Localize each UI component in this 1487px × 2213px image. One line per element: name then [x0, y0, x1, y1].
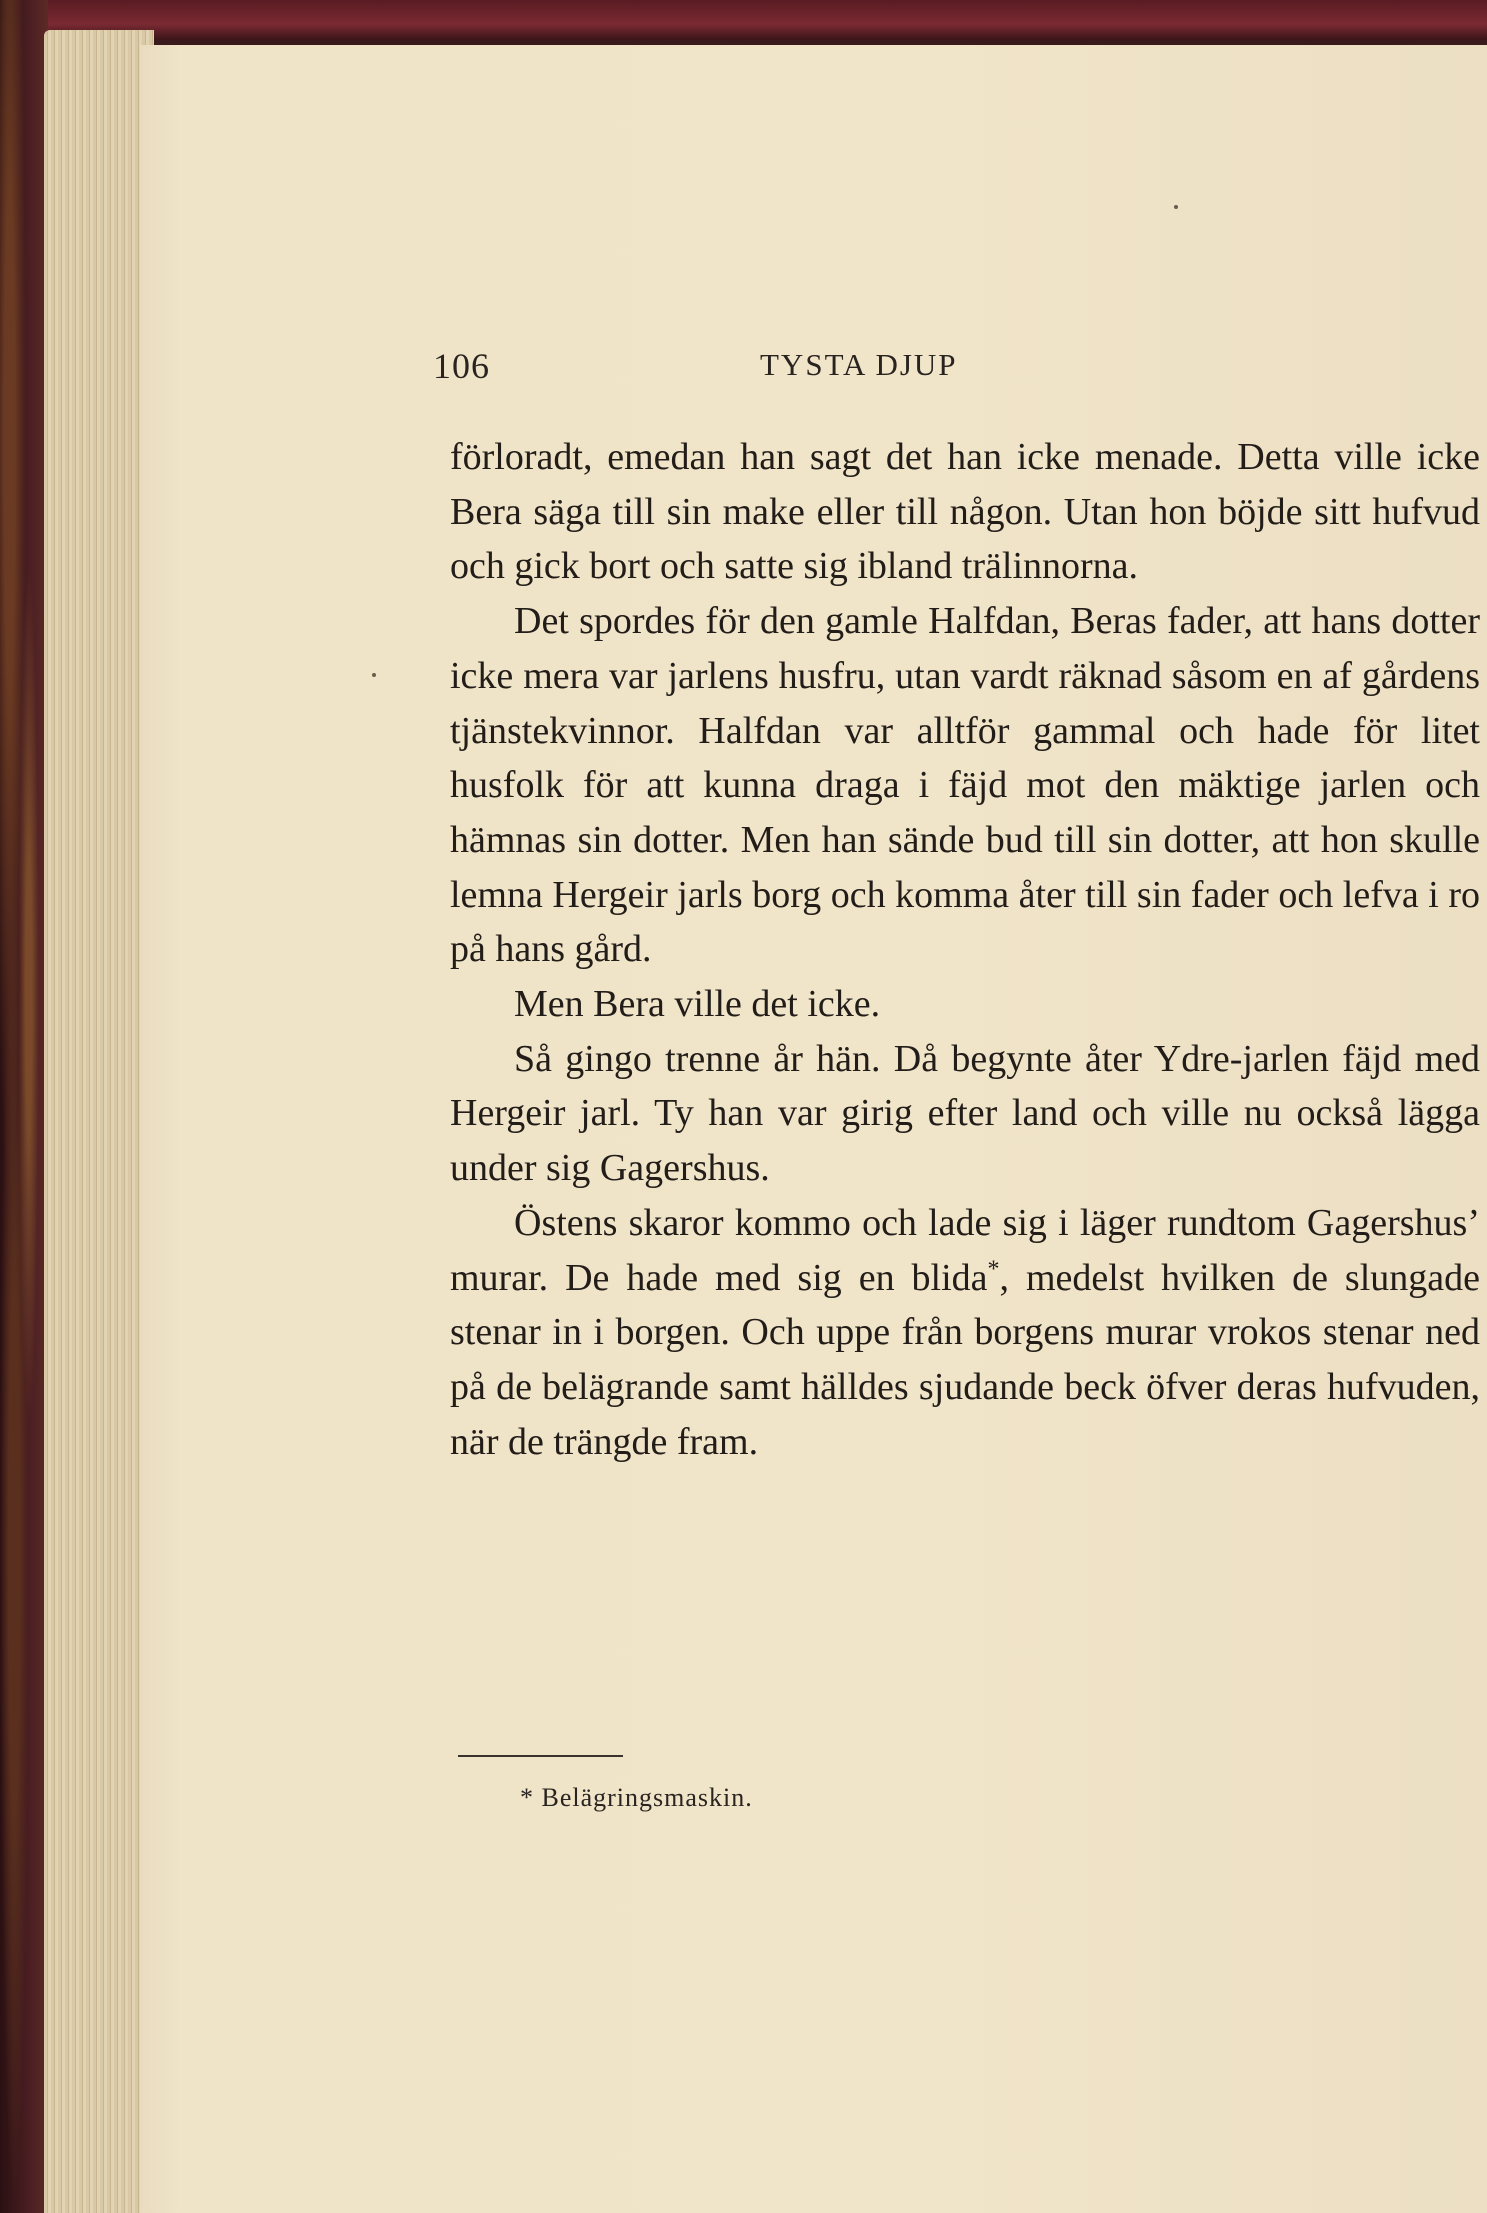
paper-speck: [1174, 205, 1178, 209]
footnote-rule: [458, 1755, 623, 1757]
page-number: 106: [433, 346, 490, 386]
paragraph: [450, 1196, 1480, 1470]
running-title: TYSTA DJUP: [760, 347, 958, 382]
page-edges: [44, 30, 154, 2213]
paper-speck: [372, 673, 376, 677]
book-page: [140, 45, 1487, 2213]
book-cover-marbled-edge: [0, 0, 48, 2213]
running-head: [140, 345, 1487, 395]
paragraph: Så gingo trenne år hän. Då begynte åter Ydre-jarlen fäjd med Hergeir jarl. Ty han var girig efter land och ville nu också lägga under sig Gagershus.: [450, 1037, 1480, 1190]
paragraph-text: Östens skaror kommo och lade sig i läger rundtom Gagershus’ murar. De hade med sig en blida: [450, 1201, 1480, 1299]
footnote-marker: *: [987, 1255, 1000, 1282]
book-cover-top: [0, 0, 1487, 40]
footnote: * Belägringsmaskin.: [520, 1783, 753, 1812]
body-text: [450, 430, 1480, 1469]
paragraph-text: , medelst hvilken de slungade stenar in i borgen. Och uppe från borgens murar vrokos stenar ned på de belägrande samt hälldes sjudande beck öfver deras hufvuden, när de trängde fram.: [450, 1256, 1480, 1463]
paragraph: Det spordes för den gamle Halfdan, Beras fader, att hans dotter icke mera var jarlens husfru, utan vardt räknad såsom en af gårdens tjänstekvinnor. Halfdan var alltför gammal och hade för litet husfolk för att kunna draga i fäjd mot den mäktige jarlen och hämnas sin dotter. Men han sände bud till sin dotter, att hon skulle lemna Hergeir jarls borg och komma åter till sin fader och lefva i ro på hans gård.: [450, 600, 1480, 971]
paragraph: Men Bera ville det icke.: [514, 983, 881, 1026]
paragraph: förloradt, emedan han sagt det han icke menade. Detta ville icke Bera säga till sin make eller till någon. Utan hon böjde sitt hufvud och gick bort och satte sig ibland trälinnorna.: [450, 436, 1480, 588]
